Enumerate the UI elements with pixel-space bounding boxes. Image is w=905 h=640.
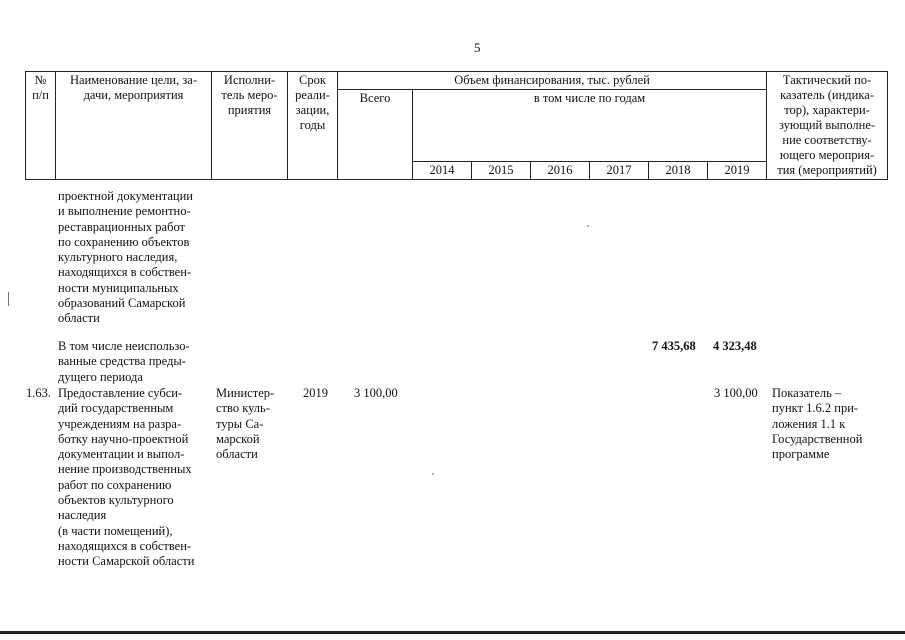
header-year-2017: 2017 <box>590 162 649 180</box>
header-name: Наименование цели, за- дачи, мероприятия <box>56 72 212 180</box>
header-indicator: Тактический по- казатель (индика- тор), характери- зующий выполне- ние соответству- ющего мероприя- тия (мероприятий) <box>767 72 888 180</box>
header-year-2018: 2018 <box>649 162 708 180</box>
page-bottom-rule <box>0 631 905 634</box>
row-163-name: Предоставление субси- дий государственным учреждениям на разра- ботку научно-проектной документации и выпол- нение производственных работ по сохранению объектов культурного наследия (в части помещений), находящихся в собствен- ности Самарской области <box>58 386 195 569</box>
row-163-2019: 3 100,00 <box>714 386 758 400</box>
unused-funds-label: В том числе неиспользо- ванные средства преды- дущего периода <box>58 339 190 384</box>
header-term: Срок реали- зации, годы <box>288 72 338 180</box>
row-163-indicator: Показатель – пункт 1.6.2 при- ложения 1.1 к Государственной программе <box>772 386 863 462</box>
funding-table-header <box>25 71 888 180</box>
scan-speck <box>432 473 434 475</box>
scan-margin-mark <box>8 292 9 306</box>
unused-funds-2019: 4 323,48 <box>713 339 757 353</box>
unused-funds-2018: 7 435,68 <box>652 339 696 353</box>
row-163-term: 2019 <box>303 386 328 400</box>
row-163-number: 1.63. <box>26 386 51 400</box>
continued-activity-name: проектной документации и выполнение ремонтно- реставрационных работ по сохранению объектов культурного наследия, находящихся в собствен- ности муниципальных образований Самарской области <box>58 189 193 326</box>
header-year-2014: 2014 <box>413 162 472 180</box>
header-funding: Объем финансирования, тыс. рублей <box>338 72 767 90</box>
header-year-2015: 2015 <box>472 162 531 180</box>
header-by-years: в том числе по годам <box>413 90 767 162</box>
header-year-2016: 2016 <box>531 162 590 180</box>
page-number: 5 <box>474 40 481 55</box>
row-163-executor: Министер- ство куль- туры Са- марской области <box>216 386 275 462</box>
header-executor: Исполни- тель меро- приятия <box>212 72 288 180</box>
header-num: № п/п <box>26 72 56 180</box>
header-total: Всего <box>338 90 413 180</box>
scan-speck <box>587 225 589 227</box>
row-163-total: 3 100,00 <box>354 386 398 400</box>
header-year-2019: 2019 <box>708 162 767 180</box>
